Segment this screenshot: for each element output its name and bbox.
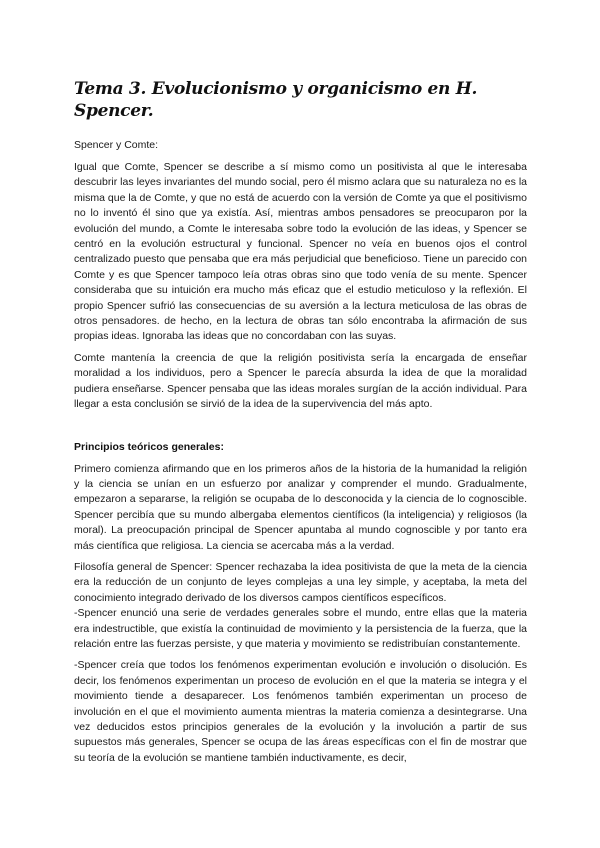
paragraph: Comte mantenía la creencia de que la religión positivista sería la encargada de enseñar moralidad a los individuos, pero a Spencer le parecía absurda la idea de que la moralidad pudiera enseñarse. Spencer pensaba que las ideas morales surgían de la acción individual. Para llegar a esta conclusión se sirvió de la idea de la supervivencia del más apto. <box>74 351 527 411</box>
paragraph: -Spencer enunció una serie de verdades generales sobre el mundo, entre ellas que la materia era indestructible, que existía la continuidad de movimiento y la persistencia de la fuerza, que la relación entre las fuerzas persiste, y que materia y movimiento se redistribuían constantemente. <box>74 607 527 650</box>
section-heading: Principios teóricos generales: <box>74 440 224 453</box>
paragraph: Primero comienza afirmando que en los primeros años de la historia de la humanidad la religión y la ciencia se unían en un esfuerzo por analizar y comprender el mundo. Gradualmente, empezaron a separarse, la religión se ocupaba de lo desconocida y la ciencia de lo cognoscible. Spencer percibía que su mundo albergaba elementos científicos (la inteligencia) y religiosos (la moral). La preocupación principal de Spencer apuntaba al mundo cognoscible y por tanto era más científica que religiosa. La ciencia se acercaba más a la verdad. <box>74 462 527 552</box>
paragraph: Filosofía general de Spencer: Spencer rechazaba la idea positivista de que la meta de la ciencia era la reducción de un conjunto de leyes complejas a una ley simple, y aceptaba, la meta del conocimiento integrado derivado de los diversos campos científicos específicos. <box>74 560 527 604</box>
section-subtitle: Spencer y Comte: <box>74 139 159 151</box>
document-title: Tema 3. Evolucionismo y organicismo en H. Spencer. <box>74 79 478 121</box>
paragraph: -Spencer creía que todos los fenómenos experimentan evolución e involución o disolución. Es decir, los fenómenos experimentan un proceso de evolución en el que la materia se integra y el movimiento tiende a desaparecer. Los fenómenos también experimentan un proceso de involución en el que el movimiento aumenta mientras la materia comienza a desintegrarse. Una vez deducidos estos principios generales de la evolución y la involución a partir de sus supuestos más generales, Spencer se ocupa de las áreas específicas con el fin de mostrar que su teoría de la evolución se mantiene también inductivamente, es decir, <box>74 659 527 764</box>
document-content <box>74 78 527 772</box>
paragraph: Igual que Comte, Spencer se describe a sí mismo como un positivista al que le interesaba descubrir las leyes invariantes del mundo social, pero él mismo aclara que su naturaleza no es la misma que la de Comte, y que no está de acuerdo con la versión de Comte ya que el positivismo no lo inventó él sino que ya existía. Así, mientras ambos pensadores se preocuparon por la evolución del mundo, a Comte le interesaba sobre todo la evolución de las ideas, y Spencer se centró en la evolución estructural y funcional. Spencer no veía en buenos ojos el control centralizado puesto que pensaba que era más perjudicial que beneficioso. Tiene un parecido con Comte y es que Spencer tampoco leía otras obras sino que todo venía de su mente. Spencer consideraba que su intuición era mucho más eficaz que el estudio meticuloso y la reflexión. El propio Spencer sufrió las consecuencias de su aversión a la lectura meticulosa de las obras de otros pensadores. de hecho, en la lectura de obras tan sólo encontraba la afirmación de sus propias ideas. Ignoraba las ideas que no concordaban con las suyas. <box>74 161 527 343</box>
